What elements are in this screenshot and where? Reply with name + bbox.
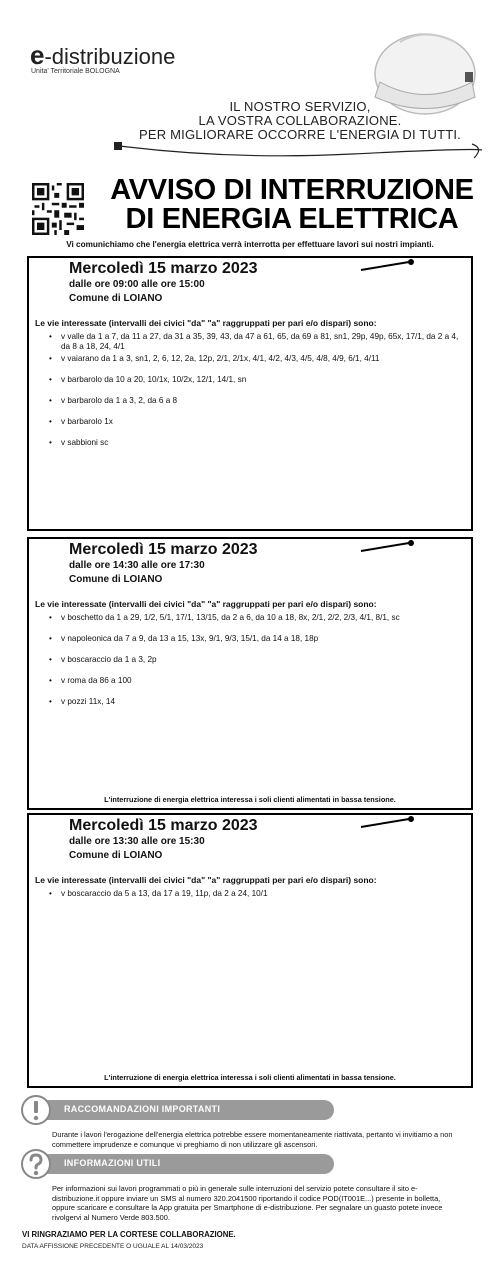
title-line-2: DI ENERGIA ELETTRICA <box>125 203 459 235</box>
territorial-unit: Unita' Territoriale BOLOGNA <box>31 68 120 75</box>
thanks-text: VI RINGRAZIAMO PER LA CORTESE COLLABORAZIONE. <box>22 1230 236 1239</box>
logo-text: -distribuzione <box>44 44 176 69</box>
notice-box-2 <box>27 537 473 810</box>
notice-time: dalle ore 14:30 alle ore 17:30 <box>69 560 205 571</box>
logo-e: e <box>30 40 45 70</box>
notice-town: Comune di LOIANO <box>69 293 163 304</box>
low-voltage-note: L'interruzione di energia elettrica interessa i soli clienti alimentati in bassa tensione. <box>104 795 396 804</box>
notice-town: Comune di LOIANO <box>69 850 163 861</box>
list-item: • v barbarolo da 10 a 20, 10/1x, 10/2x, 12/1, 14/1, sn <box>49 375 247 384</box>
notice-title <box>92 176 492 234</box>
recommendations-section <box>20 1094 480 1154</box>
pen-stroke-icon <box>359 258 419 272</box>
streets-label: Le vie interessate (intervalli dei civici "da" "a" raggruppati per pari e/o dispari) sono: <box>35 599 377 609</box>
list-item: • v sabbioni sc <box>49 438 109 447</box>
slogan-line-2: LA VOSTRA COLLABORAZIONE. <box>198 113 402 128</box>
slogan <box>110 100 490 142</box>
exclamation-icon <box>20 1094 52 1126</box>
slogan-line-3: PER MIGLIORARE OCCORRE L'ENERGIA DI TUTTI. <box>139 127 461 142</box>
notice-time: dalle ore 13:30 alle ore 15:30 <box>69 836 205 847</box>
low-voltage-note: L'interruzione di energia elettrica interessa i soli clienti alimentati in bassa tensione. <box>104 1073 396 1082</box>
notice-date: Mercoledì 15 marzo 2023 <box>69 817 258 834</box>
notice-box-1 <box>27 256 473 531</box>
list-item: • v barbarolo da 1 a 3, 2, da 6 a 8 <box>49 396 178 405</box>
streets-list <box>49 613 469 718</box>
notice-date: Mercoledì 15 marzo 2023 <box>69 260 258 277</box>
qr-code-icon <box>32 183 84 235</box>
title-line-1: AVVISO DI INTERRUZIONE <box>110 174 474 206</box>
pen-stroke-icon <box>359 539 419 553</box>
intro-text: Vi comunichiamo che l'energia elettrica verrà interrotta per effettuare lavori sui nostri impianti. <box>66 240 434 249</box>
list-item: • v valle da 1 a 7, da 11 a 27, da 31 a 35, 39, 43, da 47 a 61, 65, da 69 a 81, sn1, 29p, 49p, 65x, 17/1, da 2 a 4, da 8 a 18, 24, 4/1 <box>49 332 459 351</box>
info-heading: INFORMAZIONI UTILI <box>64 1158 161 1168</box>
affixation-date: DATA AFFISSIONE PRECEDENTE O UGUALE AL 14/03/2023 <box>22 1243 204 1250</box>
company-logo <box>30 40 175 71</box>
pen-stroke-icon <box>359 815 419 829</box>
info-text: Per informazioni sui lavori programmati o più in generale sulle interruzioni del servizio potete consultare il sito e-distribuzione.it oppure inviare un SMS al numero 320.2041500 riportando il codice POD(IT001E...) presente in bolletta, oppure scaricare e consultare la App gratuita per Smartphone di e-distribuzione. Per segnalare un guasto potete invece rivolgervi al Numero Verde 803.500. <box>52 1184 443 1222</box>
slogan-line-1: IL NOSTRO SERVIZIO, <box>229 99 371 114</box>
notice-box-3 <box>27 813 473 1088</box>
notice-header <box>0 0 500 250</box>
list-item: • v napoleonica da 7 a 9, da 13 a 15, 13x, 9/1, 9/3, 15/1, da 14 a 18, 18p <box>49 634 319 643</box>
list-item: • v boscaraccio da 5 a 13, da 17 a 19, 11p, da 2 a 24, 10/1 <box>49 889 268 898</box>
notice-town: Comune di LOIANO <box>69 574 163 585</box>
list-item: • v pozzi 11x, 14 <box>49 697 116 706</box>
notice-time: dalle ore 09:00 alle ore 15:00 <box>69 279 205 290</box>
list-item: • v barbarolo 1x <box>49 417 113 426</box>
info-section <box>20 1148 480 1228</box>
list-item: • v roma da 86 a 100 <box>49 676 132 685</box>
list-item: • v boscaraccio da 1 a 3, 2p <box>49 655 157 664</box>
question-icon <box>20 1148 52 1180</box>
streets-label: Le vie interessate (intervalli dei civici "da" "a" raggruppati per pari e/o dispari) sono: <box>35 875 377 885</box>
notice-date: Mercoledì 15 marzo 2023 <box>69 541 258 558</box>
plug-cable-icon <box>112 138 487 162</box>
streets-list <box>49 889 469 910</box>
list-item: • v vaiarano da 1 a 3, sn1, 2, 6, 12, 2a, 12p, 2/1, 2/1x, 4/1, 4/2, 4/3, 4/5, 4/8, 4/9, 6/1, 4/11 <box>49 354 380 363</box>
list-item: • v boschetto da 1 a 29, 1/2, 5/1, 17/1, 13/15, da 2 a 6, da 10 a 18, 8x, 2/1, 2/2, 2/3, 4/1, 8/1, sc <box>49 613 400 622</box>
recommendations-text: Durante i lavori l'erogazione dell'energia elettrica potrebbe essere momentaneamente riattivata, pertanto vi invitiamo a non commettere imprudenze e comunque vi preghiamo di non utilizzare gli ascensori. <box>52 1130 453 1149</box>
streets-label: Le vie interessate (intervalli dei civici "da" "a" raggruppati per pari e/o dispari) sono: <box>35 318 377 328</box>
streets-list <box>49 332 469 459</box>
recommendations-heading: RACCOMANDAZIONI IMPORTANTI <box>64 1104 221 1114</box>
